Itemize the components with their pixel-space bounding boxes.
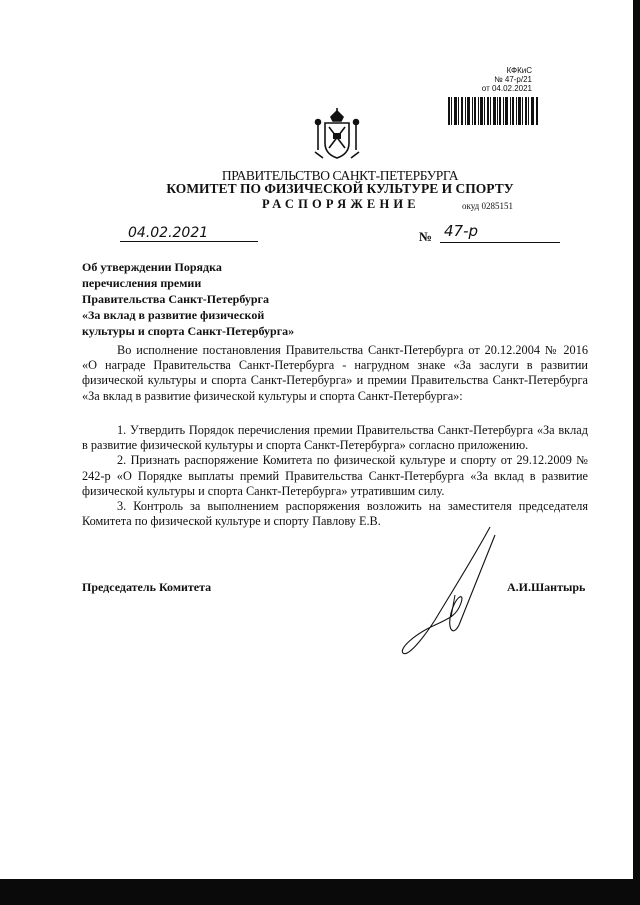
scan-edge-right bbox=[633, 0, 640, 905]
stamp-number: № 47-р/21 bbox=[494, 75, 532, 84]
stamp-org: КФКиС bbox=[506, 66, 532, 75]
barcode-icon bbox=[448, 97, 538, 125]
date-underline bbox=[120, 241, 258, 242]
government-title: ПРАВИТЕЛЬСТВО САНКТ-ПЕТЕРБУРГА bbox=[221, 168, 459, 183]
preamble-block bbox=[82, 343, 588, 404]
number-label: № bbox=[419, 229, 433, 244]
stamp-date: от 04.02.2021 bbox=[481, 84, 532, 93]
subject-line: Правительства Санкт-Петербурга bbox=[82, 292, 270, 306]
signer-position: Председатель Комитета bbox=[82, 580, 212, 594]
subject-line: культуры и спорта Санкт-Петербурга» bbox=[82, 324, 295, 338]
resolution-items bbox=[82, 423, 588, 529]
preamble-paragraph: Во исполнение постановления Правительства Санкт-Петербурга от 20.12.2004 № 2016 «О награде Правительства Санкт-Петербурга - нагрудном знаке «За заслуги в развитии физической культуры и спорта Санкт-Петербурга» и премии Правительства Санкт-Петербурга «За вклад в развитие физической культуры и спорта Санкт-Петербурга»: bbox=[82, 343, 588, 403]
resolution-item: 1. Утвердить Порядок перечисления премии Правительства Санкт-Петербурга «За вклад в развитие физической культуры и спорта Санкт-Петербурга» согласно приложению. bbox=[82, 423, 588, 453]
resolution-item: 2. Признать распоряжение Комитета по физической культуре и спорту от 29.12.2009 № 242-р «О Порядке выплаты премий Правительства Санкт-Петербурга «За вклад в развитие физической культуры и спорта Санкт-Петербурга» утратившим силу. bbox=[82, 453, 588, 498]
scan-edge-bottom bbox=[0, 879, 640, 905]
document-type: РАСПОРЯЖЕНИЕ bbox=[262, 197, 420, 211]
okud-code: окуд 0285151 bbox=[462, 201, 514, 211]
document-subject bbox=[82, 259, 342, 339]
registration-stamp bbox=[452, 66, 532, 93]
number-underline bbox=[440, 242, 560, 243]
coat-of-arms-icon bbox=[312, 108, 362, 160]
signer-name: А.И.Шантырь bbox=[507, 580, 586, 594]
document-number: 47-р bbox=[444, 222, 479, 240]
resolution-item: 3. Контроль за выполнением распоряжения возложить на заместителя председателя Комитета по физической культуре и спорту Павлову Е.В. bbox=[82, 499, 588, 529]
document-date: 04.02.2021 bbox=[128, 225, 209, 241]
handwritten-signature bbox=[395, 525, 505, 660]
subject-line: Об утверждении Порядка bbox=[82, 260, 222, 274]
subject-line: перечисления премии bbox=[82, 276, 202, 290]
committee-title: КОМИТЕТ ПО ФИЗИЧЕСКОЙ КУЛЬТУРЕ И СПОРТУ bbox=[166, 181, 514, 196]
subject-line: «За вклад в развитие физической bbox=[82, 308, 265, 322]
